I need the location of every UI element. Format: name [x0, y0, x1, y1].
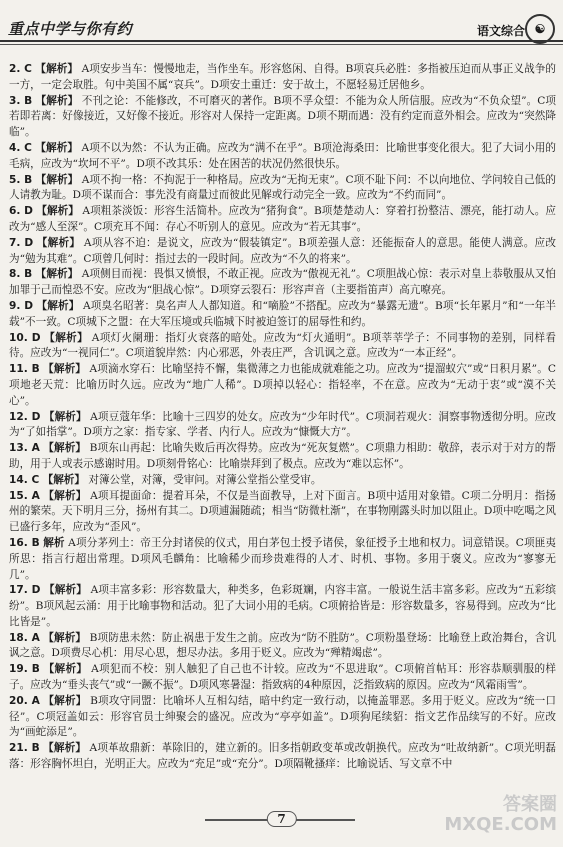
analysis-text: B项攻守同盟：比喻坏人互相勾结，暗中约定一致行动，以掩盖罪恶。多用于贬义。应改为“统一口径”。C项冠盖如云：形容官员士绅聚会的盛况。应改为“亭亭如盖”。D项狗尾续貂：指文艺作品续写的不好。应改为“画蛇添足”。 — [9, 694, 557, 739]
analysis-text: B项防患未然：防止祸患于发生之前。应改为“防不胜防”。C项粉墨登场：比喻登上政治舞台，含讥讽之意。D项费尽心机：用尽心思，想尽办法。多用于贬义。应改为“殚精竭虑”。 — [9, 631, 557, 660]
analysis-text: 不刊之论：不能修改，不可磨灭的著作。B项不孚众望：不能为众人所信服。应改为“不负众望”。C项若即若离：好像接近，又好像不接近。形容对人保持一定距离。D项不期而遇：没有约定而意外相会。应改为“突然降临”。 — [9, 94, 556, 139]
question-number: 2. C — [9, 63, 32, 75]
analysis-tag: 【解析】 — [35, 173, 79, 186]
analysis-tag: 【解析】 — [35, 268, 79, 281]
analysis-tag: 【解析】 — [43, 584, 88, 597]
analysis-tag: 【解析】 — [44, 331, 89, 344]
analysis-text: A项灯火阑珊：指灯火衰落的暗处。应改为“灯火通明”。B项莘莘学子：不同事物的差别，同样看待。应改为“一视同仁”。C项道貌岸然：内心邪恶，外表庄严，含讥讽之意。应改为“一本正经”。 — [9, 331, 557, 360]
analysis-text: A项丰富多彩：形容数量大，种类多，色彩斑斓，内容丰富。一般说生活丰富多彩。应改为“五彩缤纷”。B项风起云涌：用于比喻事物和活动。犯了大词小用的毛病。C项俯拾皆是：形容数量多，容易得到。应改为“比比皆是”。 — [9, 584, 557, 628]
analysis-text: A项分茅列土：帝王分封诸侯的仪式，用白茅包土授予诸侯，象征授予土地和权力。词意错误。C项匪夷所思：指言行超出常理。D项风毛麟角：比喻稀少而珍贵难得的人才、时机、事物。多用于褒义。应改为“寥寥无几”。 — [9, 536, 557, 581]
answer-entry — [9, 173, 556, 205]
answer-entry — [9, 441, 556, 473]
analysis-tag: 【解析】 — [36, 236, 81, 249]
analysis-tag: 【解析】 — [35, 141, 79, 154]
analysis-text: A项安步当车：慢慢地走，当作坐车。形容悠闲、自得。B项哀兵必胜：多指被压迫而从事正义战争的一方，一定会取胜。句中美国不属“哀兵”。D项安土重迁：安于故土，不愿轻易迁居他乡。 — [9, 63, 557, 91]
page-number: 7 — [266, 811, 296, 827]
answer-entry — [9, 694, 556, 741]
answer-entry — [9, 267, 556, 299]
analysis-tag: 【解析】 — [43, 694, 87, 707]
answer-entry — [9, 489, 556, 536]
question-number: 14. C — [9, 473, 40, 486]
question-number: 21. B — [9, 742, 40, 755]
question-number: 11. B — [9, 363, 40, 376]
answer-entry — [9, 94, 556, 141]
analysis-text: A项革故鼎新：革除旧的，建立新的。旧多指朝政变革或改朝换代。应改为“吐故纳新”。C项光明磊落：形容胸怀坦白，光明正大。应改为“充足”或“充分”。D项隔靴搔痒：比喻说话、写文章不中 — [9, 742, 557, 771]
question-number: 18. A — [9, 631, 40, 644]
watermark-text: 答案圈 — [503, 794, 557, 815]
answer-entry — [9, 662, 556, 694]
question-number: 6. D — [9, 205, 33, 218]
analysis-text: A项不拘一格：不拘泥于一种格局。应改为“无拘无束”。C项不耻下问：不以向地位、学问较自己低的人请教为耻。D项不谋而合：事先没有商量过而彼此见解或行动完全一致。应改为“不约而同”。 — [9, 173, 557, 202]
answer-entry — [9, 473, 556, 489]
question-number: 16. B — [9, 536, 40, 549]
page-header — [0, 0, 563, 50]
analysis-tag: 解析 — [43, 536, 65, 549]
question-number: 13. A — [9, 442, 40, 455]
question-number: 17. D — [9, 584, 41, 597]
question-number: 8. B — [9, 268, 33, 281]
question-number: 4. C — [9, 141, 32, 154]
question-number: 10. D — [9, 331, 41, 344]
answer-entry — [9, 741, 556, 773]
question-number: 19. B — [9, 663, 40, 676]
analysis-text: A项耳提面命：提着耳朵，不仅是当面教导，上对下面言。B项中适用对象错。C项二分明月：指扬州的繁荣。天下明月三分，扬州有其二。D项逋漏随疏；相当“防微杜渐”，在事物刚露头时加以阻止。D项中吃喝之风已盛行多年，应改为“歪风”。 — [9, 489, 556, 534]
question-number: 9. D — [9, 299, 34, 312]
answer-entry — [9, 204, 556, 236]
analysis-text: A项豆蔻年华：比喻十三四岁的处女。应改为“少年时代”。C项洞若观火：洞察事物透彻分明。应改为“了如指掌”。D项方之家：指专家、学者、内行人。应改为“慷慨大方”。 — [9, 410, 557, 439]
analysis-tag: 【解析】 — [35, 94, 79, 107]
watermark-url: MXQE.COM — [444, 814, 557, 835]
analysis-tag: 【解析】 — [36, 205, 79, 218]
analysis-tag: 【解析】 — [43, 442, 87, 455]
answer-entry — [9, 362, 556, 409]
answer-entry — [9, 236, 556, 268]
question-number: 20. A — [9, 694, 40, 707]
analysis-text: 对簿公堂，对簿，受审问。对簿公堂指公堂受审。 — [88, 473, 322, 486]
analysis-tag: 【解析】 — [43, 742, 87, 755]
answer-list — [9, 62, 556, 773]
analysis-text: A项粗茶淡饭：形容生活简朴。应改为“猪狗食”。B项楚楚动人：穿着打扮整洁、漂亮，能打动人。应改为“感人至深”。C项充耳不闻：存心不听别人的意见。应改为“若无其事”。 — [9, 205, 556, 233]
answer-entry — [9, 141, 556, 173]
question-number: 5. B — [9, 173, 33, 186]
analysis-tag: 【解析】 — [36, 299, 80, 312]
question-number: 15. A — [9, 489, 40, 502]
answer-entry — [9, 410, 556, 442]
analysis-tag: 【解析】 — [35, 63, 79, 75]
analysis-text: A项犯而不校：别人触犯了自己也不计较。应改为“不思进取”。C项俯首帖耳：形容恭顺驯服的样子。应改为“垂头丧气”或“一蹶不振”。D项风寒暑湿：指致病的4种原因，泛指致病的原因。应改为“风霜雨雪”。 — [9, 663, 557, 692]
question-number: 12. D — [9, 410, 41, 423]
answer-entry — [9, 299, 556, 331]
analysis-text: A项不以为然：不认为正确。应改为“满不在乎”。B项沧海桑田：比喻世事变化很大。犯了大词小用的毛病，应改为“坎坷不平”。D项不改其乐：处在困苦的状况仍然很快乐。 — [9, 141, 557, 170]
question-number: 7. D — [9, 236, 34, 249]
book-logo-icon: ☯ — [525, 14, 555, 44]
analysis-tag: 【解析】 — [43, 631, 87, 644]
analysis-text: A项臭名昭著：臭名声人人都知道。和“嘀脸”不搭配。应改为“暴露无遗”。B项“长年累月”和“一年半载”不一致。C项城下之盟：在大军压境或兵临城下时被迫签订的屈辱性和约。 — [9, 299, 557, 328]
analysis-tag: 【解析】 — [43, 410, 87, 423]
header-divider — [0, 40, 563, 42]
answer-entry — [9, 631, 556, 663]
answer-entry — [9, 331, 556, 363]
answer-entry — [9, 536, 556, 583]
analysis-tag: 【解析】 — [43, 363, 87, 376]
answer-entry — [9, 62, 556, 94]
analysis-text: B项东山再起：比喻失败后再次得势。应改为“死灰复燃”。C项鼎力相助：敬辞，表示对于对方的帮助，用于人或表示感谢时用。D项刻骨铭心：比喻崇拜到了极点。应改为“难以忘怀”。 — [9, 442, 557, 470]
watermark-logo — [444, 795, 557, 835]
subject-label: 语文综合 — [476, 24, 525, 38]
question-number: 3. B — [9, 94, 33, 107]
analysis-tag: 【解析】 — [43, 663, 88, 676]
answer-entry — [9, 583, 556, 630]
header-divider-thin — [0, 44, 563, 45]
analysis-text: A项侧目而视：畏惧又愤恨，不敢正视。应改为“傲视无礼”。C项胆战心惊：表示对皇上恭敬服从又怕加罪于己而惶恐不安。应改为“胆战心惊”。D项穿云裂石：形容声音（主要指笛声）高亢嘹亮。 — [9, 268, 557, 297]
analysis-tag: 【解析】 — [43, 489, 87, 502]
brand-title: 重点中学与你有约 — [8, 20, 133, 38]
analysis-text: A项滴水穿石：比喻坚持不懈，集微薄之力也能成就难能之功。应改为“提溜蚁穴”或“日积月累”。C项地老天荒：比喻历时久远。应改为“地广人稀”。D项掉以轻心：指轻率，不在意。应改为“无动于衷”或“漠不关心”。 — [9, 363, 557, 407]
analysis-text: A项从容不迫：是说文，应改为“假装镇定”。B项差强人意：还能振奋人的意思。能使人满意。应改为“勉为其难”。C项曾几何时：指过去的一段时间。应改为“不久的将来”。 — [9, 236, 557, 265]
analysis-tag: 【解析】 — [42, 473, 85, 486]
